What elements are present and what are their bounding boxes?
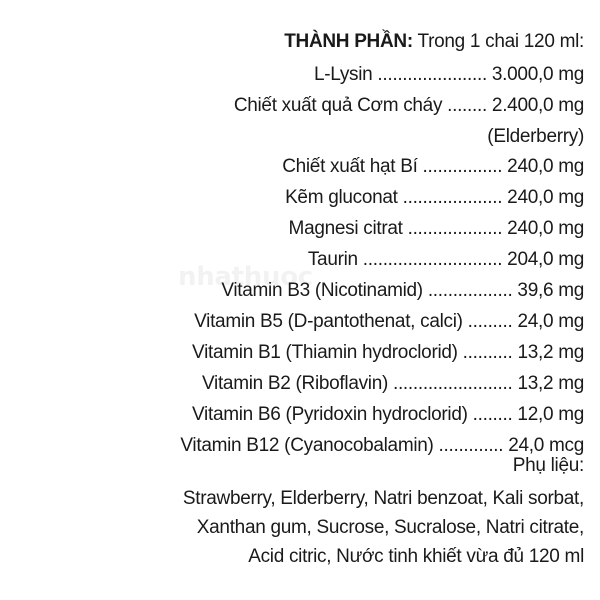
ingredient-row-vitamin-b12: Vitamin B12 (Cyanocobalamin) ............. 24,0 mcg xyxy=(180,435,584,456)
ingredient-row-vitamin-b6: Vitamin B6 (Pyridoxin hydroclorid) ........ 12,0 mg xyxy=(192,404,584,425)
ingredients-subtitle: Trong 1 chai 120 ml: xyxy=(417,31,584,52)
excipients-text xyxy=(12,484,584,571)
ingredient-row-magnesium-citrate: Magnesi citrat ................... 240,0 mg xyxy=(288,218,584,239)
ingredient-row-vitamin-b2: Vitamin B2 (Riboflavin) ........................ 13,2 mg xyxy=(202,373,584,394)
ingredient-row-elderberry-extract: Chiết xuất quả Cơm cháy ........ 2.400,0 mg xyxy=(233,95,584,116)
ingredient-row-zinc-gluconate: Kẽm gluconat .................... 240,0 mg xyxy=(285,187,584,208)
excipients-line: Strawberry, Elderberry, Natri benzoat, Kali sorbat, xyxy=(182,488,584,509)
ingredient-row-vitamin-b1: Vitamin B1 (Thiamin hydroclorid) .......... 13,2 mg xyxy=(192,342,584,363)
ingredient-row-vitamin-b5: Vitamin B5 (D-pantothenat, calci) ......... 24,0 mg xyxy=(194,311,584,332)
excipients-line: Acid citric, Nước tinh khiết vừa đủ 120 ml xyxy=(248,546,584,567)
ingredient-row-l-lysin: L-Lysin ...................... 3.000,0 mg xyxy=(313,64,584,85)
ingredient-row-vitamin-b3: Vitamin B3 (Nicotinamid) ................. 39,6 mg xyxy=(221,280,584,301)
ingredient-row-elderberry-note: (Elderberry) xyxy=(487,126,584,147)
watermark: nhathuoc xyxy=(178,262,313,292)
ingredients-title: THÀNH PHẦN: xyxy=(284,31,413,52)
ingredient-row-taurine: Taurin ............................ 204,0 mg xyxy=(307,249,584,270)
excipients-line: Xanthan gum, Sucrose, Sucralose, Natri citrate, xyxy=(196,517,584,538)
ingredient-row-pumpkin-seed-extract: Chiết xuất hạt Bí ................ 240,0 mg xyxy=(282,156,584,177)
excipients-heading: Phụ liệu: xyxy=(512,455,584,476)
ingredients-heading xyxy=(284,30,584,54)
